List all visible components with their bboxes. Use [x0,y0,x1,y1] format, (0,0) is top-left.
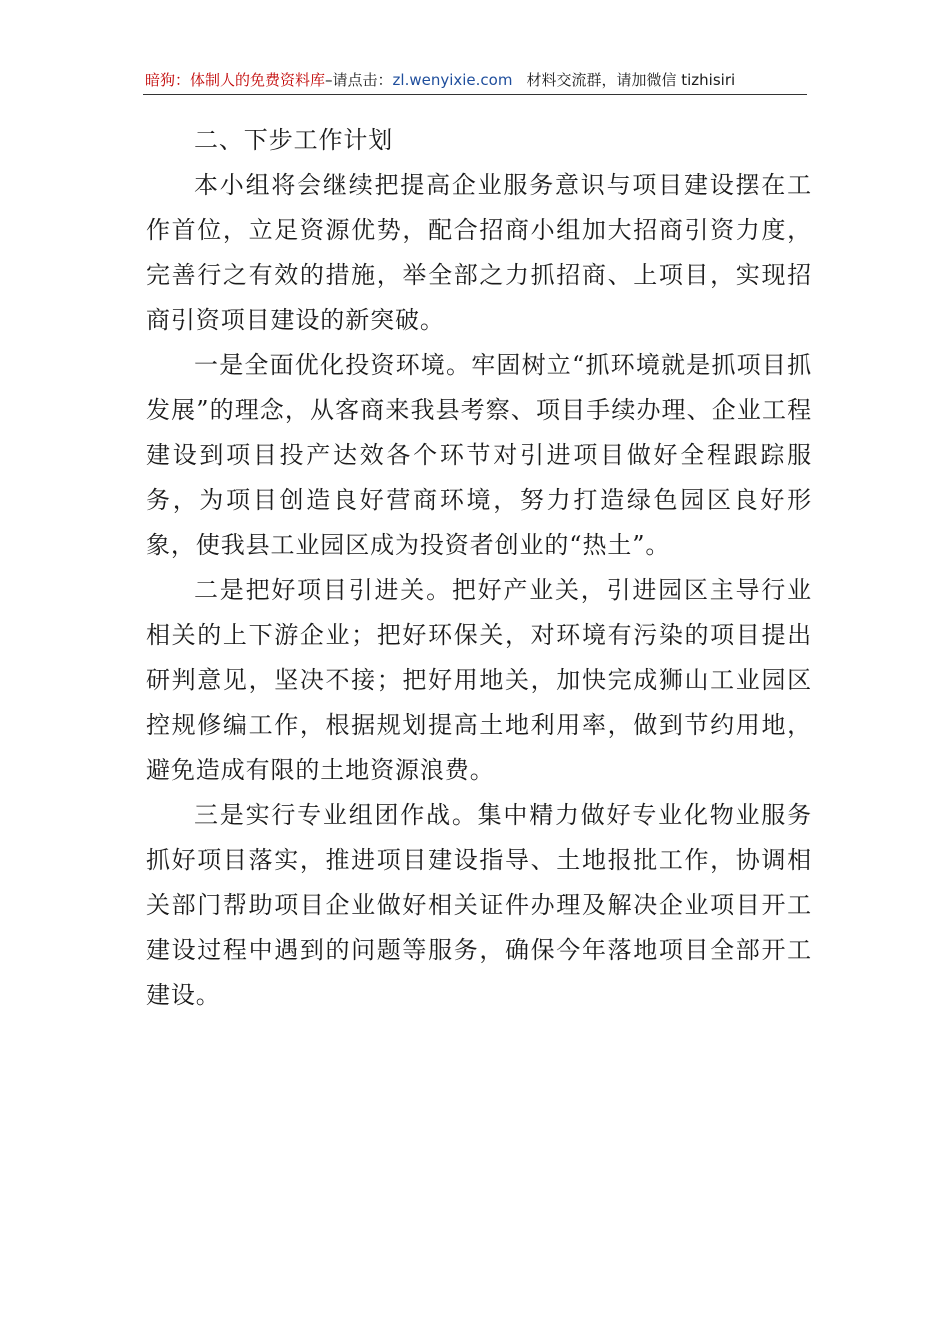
header-url-link[interactable]: zl.wenyixie.com [392,71,513,89]
document-body [146,118,812,1018]
paragraph-item-3: 三是实行专业组团作战。集中精力做好专业化物业服务抓好项目落实，推进项目建设指导、土地报批工作，协调相关部门帮助项目企业做好相关证件办理及解决企业项目开工建设过程中遇到的问题等服务，确保今年落地项目全部开工建设。 [146,801,812,1009]
paragraph-item-2: 二是把好项目引进关。把好产业关，引进园区主导行业相关的上下游企业；把好环保关，对环境有污染的项目提出研判意见，坚决不接；把好用地关，加快完成狮山工业园区控规修编工作，根据规划提高土地利用率，做到节约用地，避免造成有限的土地资源浪费。 [146,576,812,784]
paragraph-intro: 本小组将会继续把提高企业服务意识与项目建设摆在工作首位，立足资源优势，配合招商小组加大招商引资力度，完善行之有效的措施，举全部之力抓招商、上项目，实现招商引资项目建设的新突破。 [146,171,812,334]
header-brand: 暗狗：体制人的免费资料库 [145,71,326,89]
paragraph-item-1: 一是全面优化投资环境。牢固树立“抓环境就是抓项目抓发展”的理念，从客商来我县考察、项目手续办理、企业工程建设到项目投产达效各个环节对引进项目做好全程跟踪服务，为项目创造良好营商环境，努力打造绿色园区良好形象，使我县工业园区成为投资者创业的“热土”。 [146,351,812,559]
page-header [145,66,805,94]
header-contact: 材料交流群，请加微信 tizhisiri [526,71,736,89]
header-prompt: –请点击： [325,71,393,89]
header-divider [143,94,807,95]
section-heading: 二、下步工作计划 [194,126,394,154]
